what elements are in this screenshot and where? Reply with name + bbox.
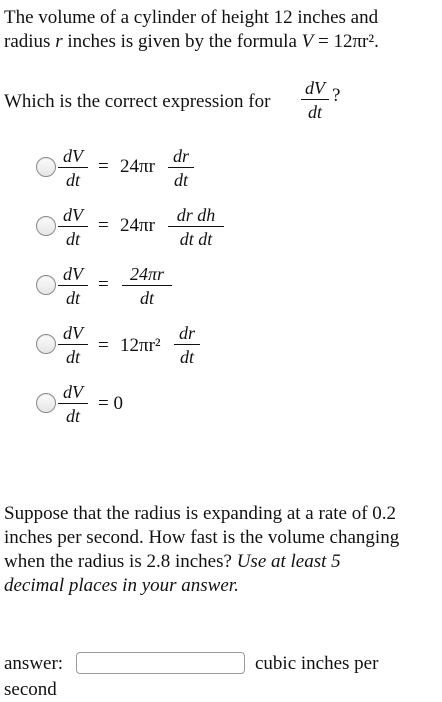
followup-line-4: decimal places in your answer. — [4, 575, 239, 596]
factor-num: dr dh — [176, 205, 216, 225]
lhs-num: dV — [63, 146, 83, 166]
factor-den: dt — [179, 347, 194, 367]
factor-den: dt — [173, 170, 188, 190]
factor-den: dt dt — [179, 229, 213, 249]
question-line-1: The volume of a cylinder of height 12 inches and — [4, 7, 379, 28]
fraction-bar — [301, 99, 329, 100]
ask-derivative — [301, 78, 329, 122]
answer-input[interactable] — [76, 652, 245, 674]
option-3-eq: = — [98, 274, 109, 295]
fraction-bar — [58, 344, 88, 345]
lhs-den: dt — [65, 229, 80, 249]
option-4-radio[interactable] — [36, 334, 56, 354]
option-4-coef: 12πr² — [120, 335, 161, 356]
fraction-bar — [174, 344, 200, 345]
factor-num: dr — [178, 323, 195, 343]
lhs-den: dt — [65, 347, 80, 367]
lhs-num: dV — [63, 382, 83, 402]
fraction-bar — [168, 167, 194, 168]
followup-instruction: Use at least 5 — [236, 551, 341, 572]
fraction-bar — [58, 285, 88, 286]
lhs-num: dV — [63, 205, 83, 225]
option-5-radio[interactable] — [36, 393, 56, 413]
fraction-bar — [168, 226, 224, 227]
option-2-eq: = — [98, 215, 109, 236]
option-2-factor — [168, 205, 224, 249]
question-mark: ? — [332, 85, 341, 106]
answer-label: answer: — [4, 653, 64, 674]
followup-line-3 — [4, 550, 341, 574]
option-1-eq: = — [98, 156, 109, 177]
option-4-factor — [174, 323, 200, 367]
factor-num: 24πr — [129, 264, 165, 284]
followup-line-1: Suppose that the radius is expanding at a rate of 0.2 — [4, 503, 397, 524]
formula: = 12πr². — [313, 31, 379, 52]
followup-line-2: inches per second. How fast is the volume changing — [4, 527, 400, 548]
fraction-bar — [58, 167, 88, 168]
factor-den: dt — [139, 288, 154, 308]
lhs-den: dt — [65, 406, 80, 426]
fraction-bar — [58, 226, 88, 227]
option-2-lhs — [58, 205, 88, 249]
option-3-factor — [122, 264, 172, 308]
lhs-den: dt — [65, 288, 80, 308]
lhs-num: dV — [63, 323, 83, 343]
question-line-2-mid: inches is given by the formula — [62, 31, 302, 52]
option-2-coef: 24πr — [120, 215, 155, 236]
question-ask: Which is the correct expression for — [4, 91, 271, 112]
option-1-factor — [168, 146, 194, 190]
option-3-lhs — [58, 264, 88, 308]
var-r: r — [55, 31, 63, 52]
option-4-eq: = — [98, 335, 109, 356]
option-4-lhs — [58, 323, 88, 367]
lhs-num: dV — [63, 264, 83, 284]
followup-line-3-pre: when the radius is 2.8 inches? — [4, 551, 237, 572]
option-1-lhs — [58, 146, 88, 190]
answer-units: cubic inches per — [255, 653, 379, 674]
fraction-bar — [122, 285, 172, 286]
factor-num: dr — [172, 146, 189, 166]
ask-num: dV — [305, 78, 325, 98]
var-V: V — [301, 31, 314, 52]
option-3-radio[interactable] — [36, 275, 56, 295]
option-5-lhs — [58, 382, 88, 426]
option-1-radio[interactable] — [36, 157, 56, 177]
question-line-2 — [4, 30, 379, 54]
option-1-coef: 24πr — [120, 156, 155, 177]
answer-units-cont: second — [4, 679, 57, 700]
option-2-radio[interactable] — [36, 216, 56, 236]
lhs-den: dt — [65, 170, 80, 190]
question-line-2-pre: radius — [4, 31, 56, 52]
fraction-bar — [58, 403, 88, 404]
ask-den: dt — [307, 102, 322, 122]
option-5-eq: = 0 — [98, 393, 123, 414]
